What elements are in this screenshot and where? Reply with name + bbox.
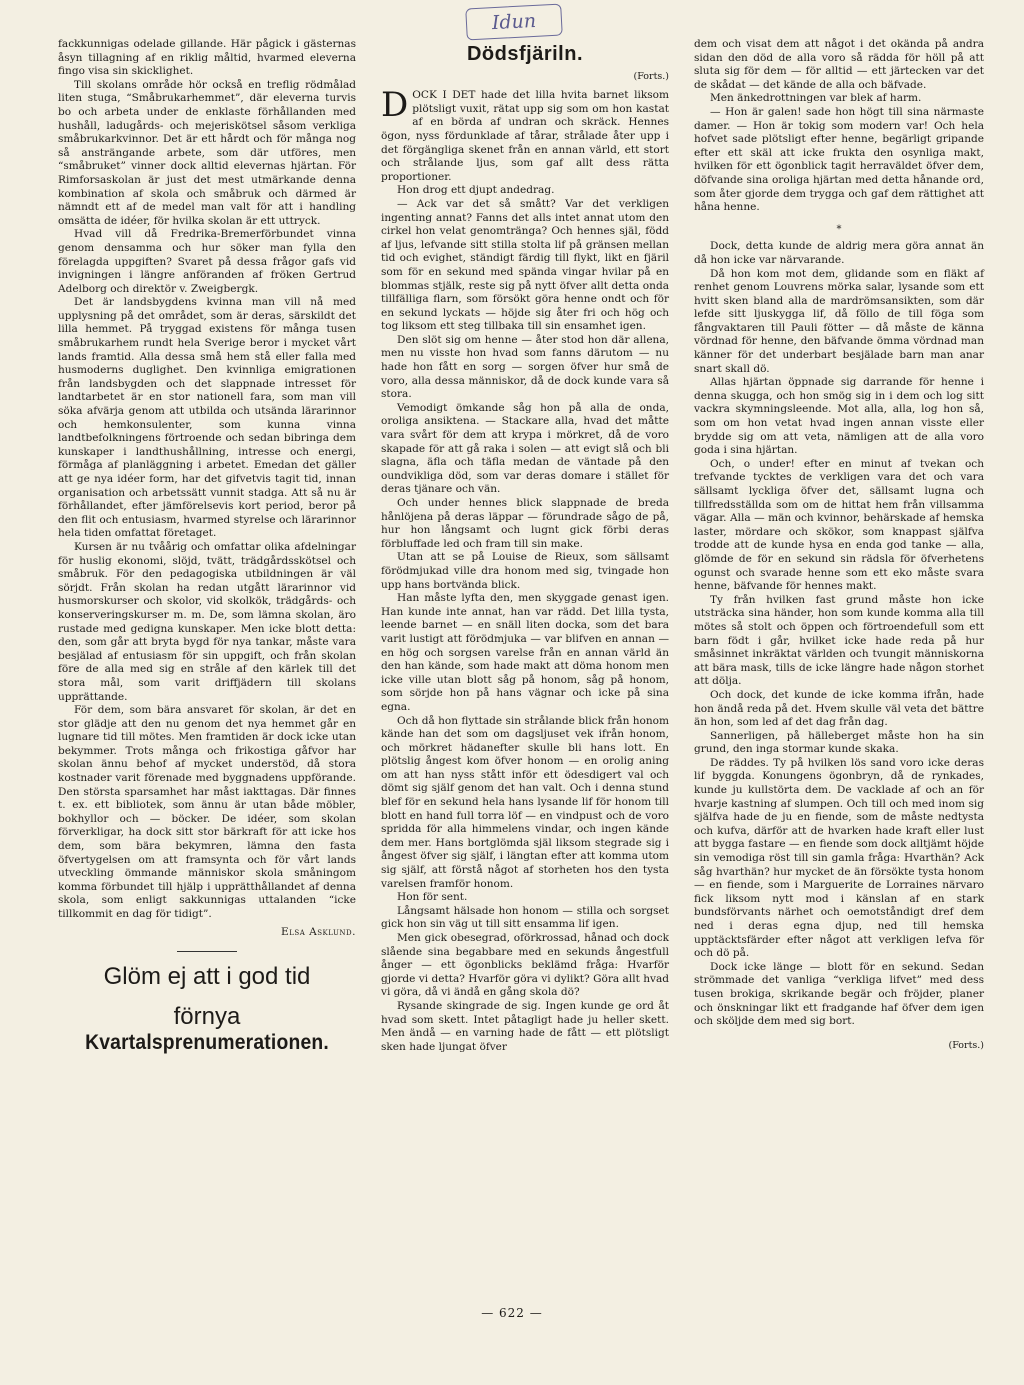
paragraph: Allas hjärtan öppnade sig darrande för henne i denna skugga, och hon smög sig in i dem och log sitt vackra skymningsleende. Mot alla, alla, log hon så, som om hon vetat hvad ingen annan visste eller brydde sig om att veta, nämligen att de alla voro goda i sina hjärtan. — [694, 376, 984, 457]
section-star: * — [836, 223, 842, 235]
story-title: Dödsfjäriln. — [466, 43, 583, 65]
paragraph: Hon drog ett djupt andedrag. — [397, 184, 555, 197]
page-number: — 622 — — [481, 1306, 543, 1320]
paragraph: Rysande skingrade de sig. Ingen kunde ge ord åt hvad som skett. Intet påtagligt hade ju heller skett. Men ändå — en varning hade de fått — ett plötsligt sken hade ljungat öfver — [381, 999, 669, 1053]
paragraph: Utan att se på Louise de Rieux, som sällsamt förödmjukad ville dra honom med sig, tvingade hon upp hans bortvända blick. — [381, 551, 669, 591]
paragraph: Det är landsbygdens kvinna man vill nå med upplysning på det området, som är deras, särskildt det lilla hemmet. På tryggad existens för många tusen småbrukarhem rundt hela Sverige beror i mycket vårt lands framtid. Alla dessa små hem stå eller falla med husmoderns duglighet. Den kvinnliga emigrationen från landsbygden och det slappnade intresset för landtarbetet är en stor nationell fara, som man vill söka afvärja genom att utbilda och utsända lärarinnor och hemkonsulenter, som kunna vinna landtbefolkningens förtroende och sedan bibringa dem kunskaper i landthushållning, intresse och energi, förmåga af planläggning i arbetet. Emedan det gäller att ge nya idéer form, har det gifvetvis tagit tid, innan organisation och arbetssätt vunnit stadga. Att så nu är förhållandet, efter jämförelsevis kort period, beror på den flit och entusiasm, hvarmed styrelse och lärarinnor hela tiden omfattat företaget. — [58, 296, 356, 540]
paragraph: De räddes. Ty på hvilken lös sand voro icke deras lif byggda. Konungens ögonbryn, då de rynkades, kunde ju kullstörta dem. De vacklade af och an för hvarje kastning af slumpen. Och till och med inom sig själfva hade de ju en fiende, som de måste nedtysta och kufva, därför att de hvarken hade kraft eller lust att bygga fastare — en fiende som dock alltjämt höjde sin vemodiga röst till sin gamla fråga: Hvarthän? Ack såg hvarthän? hur mycket de än försökte tysta honom — en fiende, som i Marguerite de Lorraines närvaro fick liksom nytt mod i känslan af en stark bundsförvants närhet och oemotståndigt dref dem ned i deras egna djup, ned till hemska upptäcktsfärder efter något att verkligen lefva för och dö på. — [694, 756, 984, 960]
paragraph: dem och visat dem att något i det okända på andra sidan den död de alla voro så rädda för höll på att sluta sig för dem — för alltid — ett järtecken var det de skådat — det kände de alla och bäfvade. — [694, 38, 984, 91]
paragraph: Sannerligen, på hälleberget måste hon ha sin grund, den inga stormar kunde skaka. — [694, 729, 984, 756]
paragraph: — Hon är galen! sade hon högt till sina närmaste damer. — Hon är tokig som modern var! Och hela hofvet sade plötsligt efter henne, begärligt gripande efter ett skäl att icke frukta den osynliga makt, hvilken för ett ögonblick tagit herraväldet öfver dem, döfvande sina oroliga hjärtan med detta hånande ord, som åter gjorde dem trygga och gaf dem rättighet att håna henne. — [694, 105, 984, 214]
ad-line-2: förnya — [173, 1003, 241, 1031]
paragraph: Han måste lyfta den, men skyggade genast igen. Han kunde inte annat, han var rädd. Det lilla tysta, leende barnet — en snäll liten docka, som det bara varit lustigt att förödmjuka — var blifven en annan — en hög och sorgsen varelse från en annan värld än den han kände, som hade makt att döma honom men icke ville utan blott såg på honom, såg på honom, som sörjde hon på hans vägnar och icke på sina egna. — [381, 592, 669, 713]
paragraph: Dock icke länge — blott för en sekund. Sedan strömmade det vanliga “verkliga lifvet” med dess tusen brokiga, skrikande begär och fröjder, planer och önskningar likt ett fradgande haf öfver dem igen och sköljde dem med sig bort. — [694, 960, 984, 1028]
paragraph: Långsamt hälsade hon honom — stilla och sorgset gick hon sin väg ut till sitt ensamma lif igen. — [381, 904, 669, 931]
divider — [177, 951, 237, 952]
drop-cap: D — [381, 85, 409, 126]
continued-note-end: (Forts.) — [948, 1039, 984, 1051]
paragraph: Ty från hvilken fast grund måste hon icke utsträcka sina händer, hon som kunde komma alla till mötes så stolt och öppen och förtroendefull som ett barn födt i går, hvilket icke hade reda på hur småsinnet inkräktat världen och tvungit människorna att bära mask, tills de icke längre hade någon storhet att dölja. — [694, 593, 984, 688]
column-left — [58, 38, 356, 1054]
ad-line-1: Glöm ej att i god tid — [103, 963, 311, 991]
idun-stamp: Idun — [465, 4, 563, 41]
paragraph: Den slöt sig om henne — åter stod hon där allena, men nu visste hon hvad som fanns därutom — nu hade hon fått en sorg — sorgen öfver hur små de voro, alla dessa människor, då de dock kunde vara så stora. — [381, 333, 669, 401]
ad-line-3: Kvartalsprenumerationen. — [85, 1031, 329, 1055]
columns — [58, 38, 984, 1054]
paragraph: Då hon kom mot dem, glidande som en fläkt af renhet genom Louvrens mörka salar, lysande som ett hvitt sken bland alla de mardrömsansikten, som där lefde sitt ljuskygga lif, då föllo de till föga som fångvaktaren till Pauli fötter — då måste de känna vördnad för henne, den bäfvande ömma vördnad man känner för det underbart besjälade barn man anar snart skall dö. — [694, 267, 984, 375]
continued-note: (Forts.) — [633, 70, 669, 82]
column-middle — [381, 44, 669, 1054]
paragraph: Men änkedrottningen var blek af harm. — [710, 92, 922, 105]
paragraph: Och under hennes blick slappnade de breda hånlöjena på deras läppar — förundrade sågo de på, hur hon långsamt och lugnt gick förbi deras förbluffade led och fram till sin make. — [381, 497, 669, 550]
paragraph: Till skolans område hör också en treflig rödmålad liten stuga, “Småbrukarhemmet”, där eleverna turvis bo och arbeta under de enklaste förhållanden med hushåll, ladugårds- och mejeriskötsel såsom verkliga småbrukarkvinnor. Det är ett hårdt och för många nog så ansträngande arbete, som där utföres, men “småbruket” vinner dock alltid elevernas hjärtan. För Rimforsaskolan är just det mest utmärkande denna kombination af skola och småbruk och därmed är nämndt ett af de medel man valt för att i handling omsätta de idéer, för hvilka skolan är ett uttryck. — [58, 78, 356, 227]
author-signature: Elsa Asklund. — [281, 925, 356, 938]
paragraph: Och dock, det kunde de icke komma ifrån, hade hon ändå reda på det. Hvem skulle väl veta det bättre än hon, som led af det dag från dag. — [694, 688, 984, 729]
paragraph: Vemodigt ömkande såg hon på alla de onda, oroliga ansiktena. — Stackare alla, hvad det måtte vara svårt för dem att krypa i mörkret, då de voro skapade för att gå raka i solen — att evigt slå och bli slagna, äfla och täfla medan de väntade på den oundvikliga död, som var deras domare i stället för deras tjänare och vän. — [381, 401, 669, 496]
paragraph: Men gick obesegrad, oförkrossad, hånad och dock slående sina begabbare med en sekunds ångestfull ånger — ett ögonblicks beklämd fråga: Hvarför gjorde vi detta? Hvarför göra vi dylikt? Göra allt hvad vi göra, då vi ändå en gång skola dö? — [381, 932, 669, 999]
first-paragraph-text: OCK I DET hade det lilla hvita barnet liksom plötsligt vuxit, rätat upp sig som om hon kastat af en börda af undran och skräck. Hennes ögon, nyss fördunklade af tårar, strålade åter upp i det förgängliga skenet från en annan värld, ett stort och strålande ljus, som gaf allt dess rätta proportioner. — [381, 89, 669, 183]
paragraph: — Ack var det så smått? Var det verkligen ingenting annat? Fanns det alls intet annat utom den cirkel hon velat genomtränga? Och hennes själ, född af ljus, lefvande sitt stilla stolta lif på gränsen mellan tid och evighet, ständigt färdig till flykt, likt en fjäril som för en sekund med spända vingar hvilar på en blommas stjälk, reste sig på nytt öfver allt detta onda tillfälliga flarn, som försökt göra henne ondt och för en sekund lyckats — höjde sig åter fri och hög och tog liksom ett steg tillbaka till sin ensamhet igen. — [381, 197, 669, 333]
paragraph: Dock, detta kunde de aldrig mera göra annat än då hon icke var närvarande. — [694, 240, 984, 266]
paragraph: fackkunnigas odelade gillande. Här pågick i gästernas åsyn tillagning af en riklig måltid, hvarmed eleverna fingo visa sin skicklighet. — [58, 38, 356, 78]
column-right — [694, 38, 984, 1054]
first-paragraph — [381, 85, 669, 184]
paragraph: För dem, som bära ansvaret för skolan, är det en stor glädje att den nu genom det nya hemmet går en lugnare tid till mötes. Men framtiden är dock icke utan bekymmer. Trots många och frikostiga gåfvor har skolan ännu behof af mycket understöd, då stora kostnader varit förenade med byggnadens uppförande. Den största sparsamhet har måst iakttagas. Där finnes t. ex. ett bibliotek, som ännu är utan både möbler, bokhyllor och — böcker. De idéer, som skolan förverkligar, ha dock sitt stor bärkraft för att icke hos dem, som bära bekymren, lämna den fasta öfvertygelsen om att framsynta och för vårt lands utveckling ömmande människor skola småningom komma förbundet till hjälp i upprätthållandet af denna skola, som enligt sakkunnigas uttalanden “icke tillkommit en dag för tidigt”. — [58, 704, 356, 920]
paragraph: Kursen är nu tvåårig och omfattar olika afdelningar för huslig ekonomi, slöjd, tvätt, trädgårdsskötsel och småbruk. För den pedagogiska utbildningen är väl sörjdt. Från skolan ha redan utgått lärarinnor vid husmorskurser och skolor, vid skolkök, trädgårds- och konserveringskurser m. m. De, som lämna skolan, äro rustade med gedigna kunskaper. Men icke blott detta: den, som går att bryta bygd för nya tankar, måste vara besjälad af entusiasm för sin uppgift, och från skolan före de alla med sig en stråle af den kärlek till det stora mål, som varit driffjädern till skolans upprättande. — [58, 540, 356, 703]
paragraph: Och då hon flyttade sin strålande blick från honom kände han det som om dagsljuset vek ifrån honom, och mörkret hädanefter skulle bli hans lott. En plötslig ångest kom öfver honom — en orolig aning om att han nyss stått inför ett ödesdigert val och dömt sig själf genom det han valt. Och i denna stund blef för en sekund hela hans lysande lif för honom till blott en hand full torra löf — en vindpust och de voro spridda för alla himmelens vindar, och ingen kände dem mer. Hans bortglömda själ liksom stegrade sig i ångest öfver sig själf, i längtan efter att komma utom sig själf, att förstå något af storheten hos den tysta varelsen framför honom. — [381, 714, 670, 890]
paragraph: Hon för sent. — [397, 891, 468, 904]
paragraph: Och, o under! efter en minut af tvekan och trefvande tycktes de verkligen vara det och vara sällsamt lyckliga öfver det, sällsamt lugna och tillfredsställda som om de hittat hem från villsamma vägar. Alla — män och kvinnor, behärskade af hemska laster, mördare och skökor, som knappast själfva trodde att de kunde hysa en enda god tanke — alla, glömde de för en sekund sin rädsla för öfverhetens ogunst och svarade henne som ett eko måste svara henne, bäfvande för hennes makt. — [694, 457, 984, 593]
paragraph: Hvad vill då Fredrika-Bremerförbundet vinna genom densamma och hur söker man fylla den förelagda uppgiften? Svaret på dessa frågor gafs vid invigningen i längre anföranden af fröken Gertrud Adelborg och direktör v. Zweigbergk. — [58, 228, 356, 295]
